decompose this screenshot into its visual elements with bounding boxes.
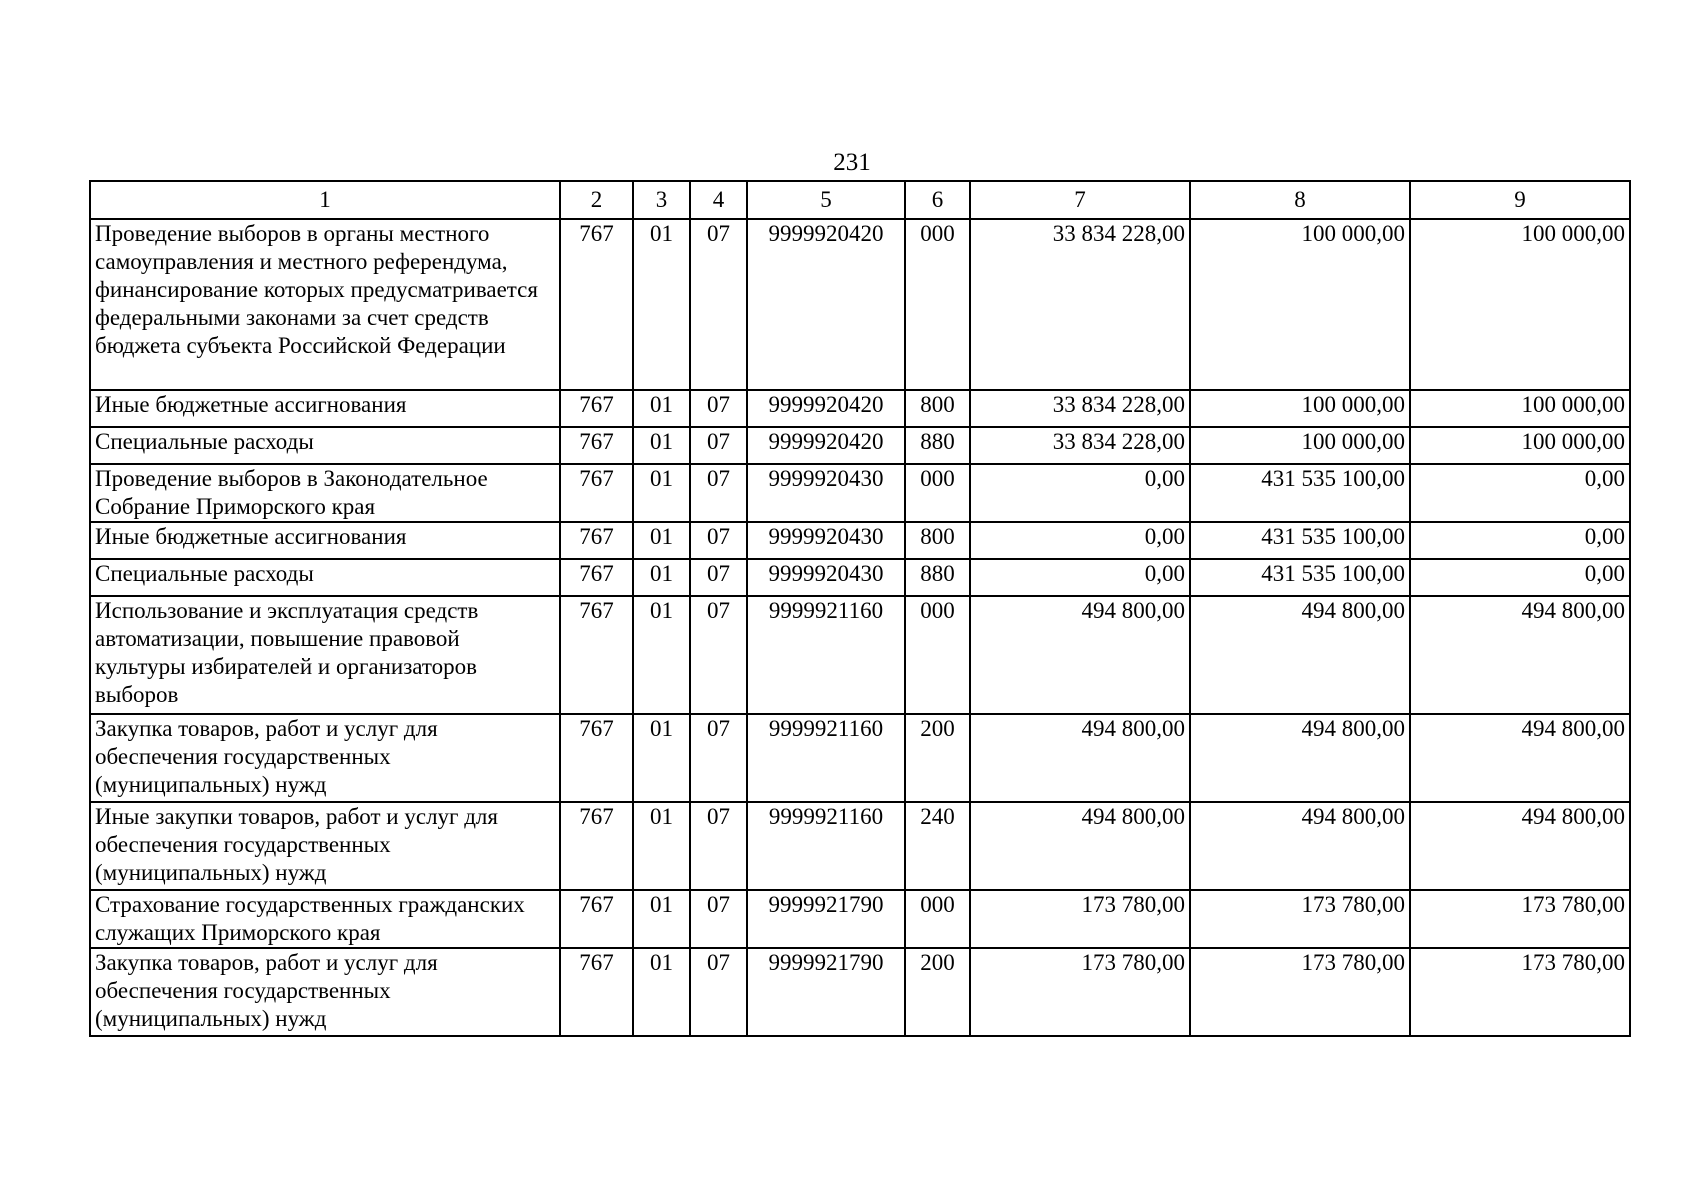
row-name-cell: Иные закупки товаров, работ и услуг для обеспечения государственных (муниципальных) нужд: [90, 802, 560, 890]
table-row: [90, 427, 1630, 464]
amount-cell-col7: 0,00: [970, 559, 1190, 596]
subsection-code-cell: 07: [690, 890, 747, 948]
target-article-cell: 9999920420: [747, 390, 905, 427]
table-row: [90, 464, 1630, 522]
amount-cell-col7: 33 834 228,00: [970, 219, 1190, 390]
amount-cell-col8: 494 800,00: [1190, 802, 1410, 890]
subsection-code-cell: 07: [690, 948, 747, 1036]
column-header: 3: [633, 181, 690, 219]
table-row: [90, 522, 1630, 559]
page-number: 231: [833, 149, 871, 176]
expense-type-cell: 240: [905, 802, 970, 890]
amount-cell-col9: 100 000,00: [1410, 427, 1630, 464]
column-header: 7: [970, 181, 1190, 219]
subsection-code-cell: 07: [690, 559, 747, 596]
section-code-cell: 01: [633, 802, 690, 890]
expense-type-cell: 000: [905, 464, 970, 522]
target-article-cell: 9999921160: [747, 714, 905, 802]
section-code-cell: 01: [633, 390, 690, 427]
row-name-cell: Иные бюджетные ассигнования: [90, 390, 560, 427]
row-name-cell: Страхование государственных гражданских служащих Приморского края: [90, 890, 560, 948]
amount-cell-col9: 173 780,00: [1410, 890, 1630, 948]
amount-cell-col8: 431 535 100,00: [1190, 559, 1410, 596]
amount-cell-col8: 100 000,00: [1190, 427, 1410, 464]
section-code-cell: 01: [633, 464, 690, 522]
table-row: [90, 890, 1630, 948]
admin-code-cell: 767: [560, 390, 633, 427]
expense-type-cell: 200: [905, 714, 970, 802]
row-name-cell: Проведение выборов в органы местного самоуправления и местного референдума, финансирование которых предусматривается федеральными законами за счет средств бюджета субъекта Российской Федерации: [90, 219, 560, 390]
amount-cell-col8: 173 780,00: [1190, 890, 1410, 948]
amount-cell-col8: 431 535 100,00: [1190, 522, 1410, 559]
section-code-cell: 01: [633, 714, 690, 802]
target-article-cell: 9999921160: [747, 596, 905, 714]
subsection-code-cell: 07: [690, 390, 747, 427]
subsection-code-cell: 07: [690, 596, 747, 714]
expense-type-cell: 000: [905, 890, 970, 948]
admin-code-cell: 767: [560, 464, 633, 522]
subsection-code-cell: 07: [690, 802, 747, 890]
expense-type-cell: 880: [905, 559, 970, 596]
table-row: [90, 948, 1630, 1036]
subsection-code-cell: 07: [690, 522, 747, 559]
expense-type-cell: 000: [905, 219, 970, 390]
row-name-cell: Иные бюджетные ассигнования: [90, 522, 560, 559]
subsection-code-cell: 07: [690, 219, 747, 390]
subsection-code-cell: 07: [690, 464, 747, 522]
section-code-cell: 01: [633, 427, 690, 464]
column-header: 9: [1410, 181, 1630, 219]
section-code-cell: 01: [633, 596, 690, 714]
admin-code-cell: 767: [560, 219, 633, 390]
amount-cell-col9: 100 000,00: [1410, 219, 1630, 390]
target-article-cell: 9999921160: [747, 802, 905, 890]
amount-cell-col8: 173 780,00: [1190, 948, 1410, 1036]
section-code-cell: 01: [633, 219, 690, 390]
budget-table: [89, 180, 1631, 1037]
table-row: [90, 802, 1630, 890]
subsection-code-cell: 07: [690, 714, 747, 802]
admin-code-cell: 767: [560, 890, 633, 948]
amount-cell-col8: 100 000,00: [1190, 219, 1410, 390]
column-header: 8: [1190, 181, 1410, 219]
amount-cell-col9: 0,00: [1410, 464, 1630, 522]
expense-type-cell: 880: [905, 427, 970, 464]
column-header: 6: [905, 181, 970, 219]
table-row: [90, 714, 1630, 802]
column-number-row: [90, 181, 1630, 219]
amount-cell-col7: 173 780,00: [970, 890, 1190, 948]
amount-cell-col9: 0,00: [1410, 522, 1630, 559]
amount-cell-col8: 494 800,00: [1190, 596, 1410, 714]
amount-cell-col7: 173 780,00: [970, 948, 1190, 1036]
row-name-cell: Специальные расходы: [90, 427, 560, 464]
amount-cell-col8: 494 800,00: [1190, 714, 1410, 802]
table-row: [90, 390, 1630, 427]
target-article-cell: 9999921790: [747, 890, 905, 948]
expense-type-cell: 200: [905, 948, 970, 1036]
amount-cell-col9: 494 800,00: [1410, 596, 1630, 714]
amount-cell-col8: 431 535 100,00: [1190, 464, 1410, 522]
admin-code-cell: 767: [560, 522, 633, 559]
amount-cell-col7: 494 800,00: [970, 714, 1190, 802]
amount-cell-col9: 494 800,00: [1410, 714, 1630, 802]
table-row: [90, 219, 1630, 390]
expense-type-cell: 800: [905, 522, 970, 559]
row-name-cell: Проведение выборов в Законодательное Собрание Приморского края: [90, 464, 560, 522]
target-article-cell: 9999920430: [747, 522, 905, 559]
table-row: [90, 559, 1630, 596]
section-code-cell: 01: [633, 890, 690, 948]
amount-cell-col7: 494 800,00: [970, 802, 1190, 890]
column-header: 2: [560, 181, 633, 219]
column-header: 5: [747, 181, 905, 219]
row-name-cell: Закупка товаров, работ и услуг для обеспечения государственных (муниципальных) нужд: [90, 948, 560, 1036]
admin-code-cell: 767: [560, 802, 633, 890]
row-name-cell: Использование и эксплуатация средств автоматизации, повышение правовой культуры избирателей и организаторов выборов: [90, 596, 560, 714]
subsection-code-cell: 07: [690, 427, 747, 464]
amount-cell-col8: 100 000,00: [1190, 390, 1410, 427]
column-header: 4: [690, 181, 747, 219]
section-code-cell: 01: [633, 559, 690, 596]
amount-cell-col7: 0,00: [970, 522, 1190, 559]
table-row: [90, 596, 1630, 714]
amount-cell-col9: 494 800,00: [1410, 802, 1630, 890]
row-name-cell: Специальные расходы: [90, 559, 560, 596]
section-code-cell: 01: [633, 948, 690, 1036]
target-article-cell: 9999921790: [747, 948, 905, 1036]
amount-cell-col9: 100 000,00: [1410, 390, 1630, 427]
admin-code-cell: 767: [560, 427, 633, 464]
target-article-cell: 9999920430: [747, 559, 905, 596]
target-article-cell: 9999920420: [747, 427, 905, 464]
expense-type-cell: 800: [905, 390, 970, 427]
amount-cell-col7: 33 834 228,00: [970, 390, 1190, 427]
admin-code-cell: 767: [560, 948, 633, 1036]
section-code-cell: 01: [633, 522, 690, 559]
amount-cell-col7: 0,00: [970, 464, 1190, 522]
amount-cell-col9: 173 780,00: [1410, 948, 1630, 1036]
expense-type-cell: 000: [905, 596, 970, 714]
admin-code-cell: 767: [560, 559, 633, 596]
row-name-cell: Закупка товаров, работ и услуг для обеспечения государственных (муниципальных) нужд: [90, 714, 560, 802]
amount-cell-col7: 33 834 228,00: [970, 427, 1190, 464]
amount-cell-col9: 0,00: [1410, 559, 1630, 596]
admin-code-cell: 767: [560, 714, 633, 802]
admin-code-cell: 767: [560, 596, 633, 714]
target-article-cell: 9999920420: [747, 219, 905, 390]
target-article-cell: 9999920430: [747, 464, 905, 522]
column-header: 1: [90, 181, 560, 219]
amount-cell-col7: 494 800,00: [970, 596, 1190, 714]
